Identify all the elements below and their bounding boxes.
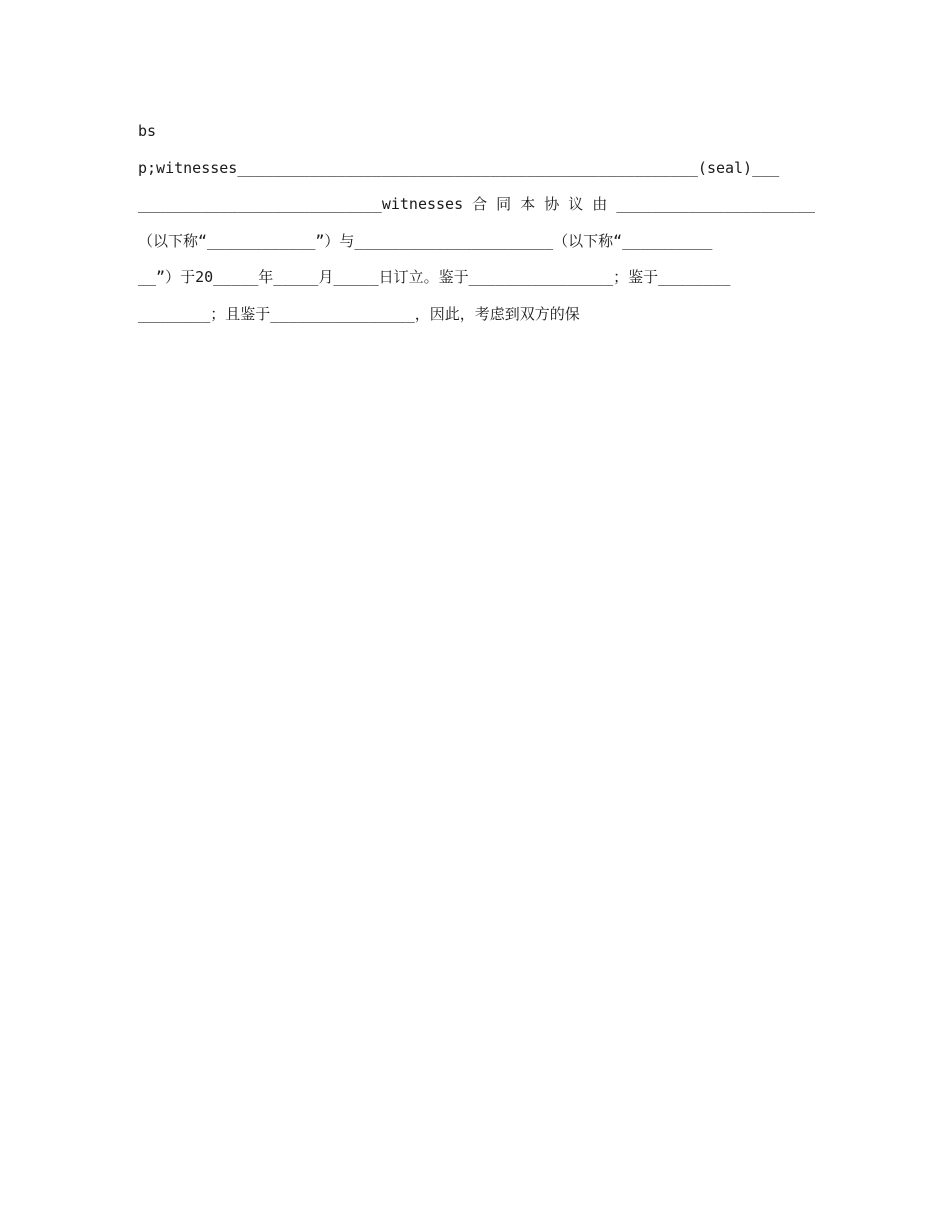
text-line: ________；且鉴于________________，因此，考虑到双方的保: [138, 304, 580, 323]
document-body: [138, 119, 818, 338]
text-line: （以下称“____________”）与______________________（以下称“__________: [138, 231, 713, 250]
text-line: ___________________________witnesses 合 同 本 协 议 由 ______________________: [138, 195, 816, 213]
text-line: p;witnesses___________________________________________________(seal)___: [138, 158, 780, 177]
text-line: bs: [138, 122, 157, 140]
text-line: __”）于20_____年_____月_____日订立。鉴于________________；鉴于________: [138, 268, 731, 286]
